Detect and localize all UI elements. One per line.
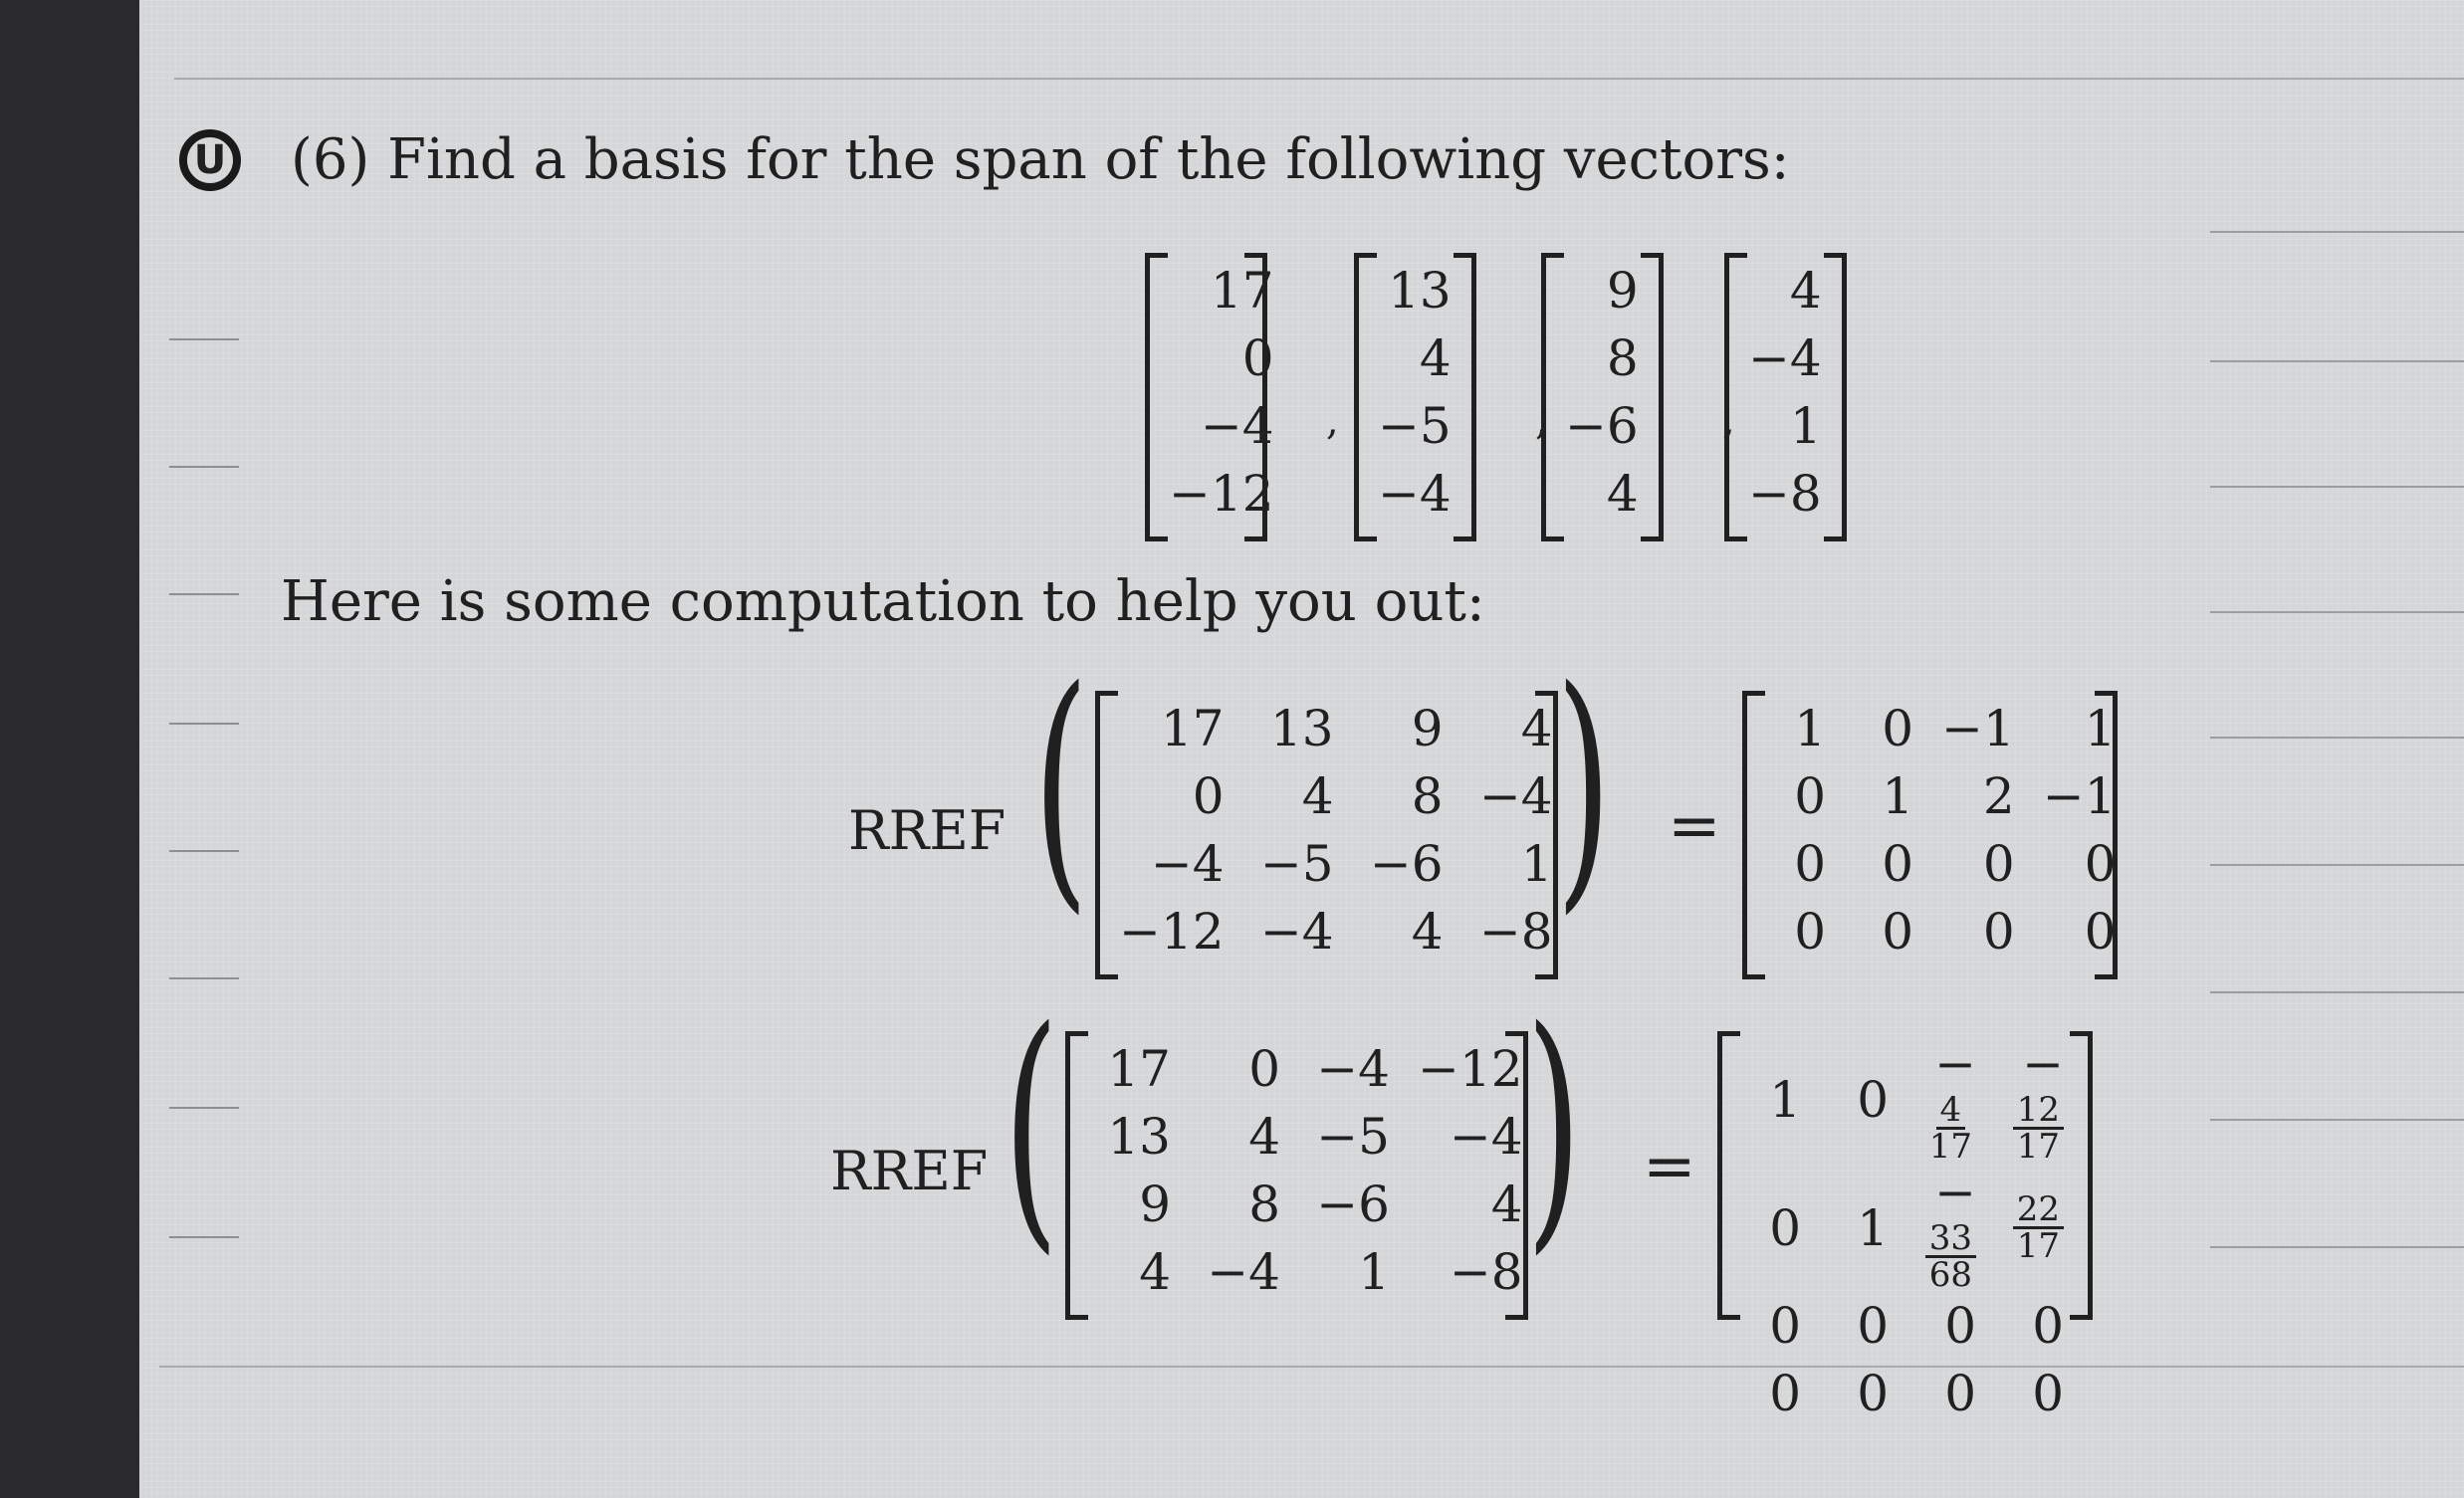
- left-bracket: [1724, 253, 1747, 541]
- matrix-row: [1155, 324, 1288, 392]
- column-vector: [1734, 257, 1836, 528]
- matrix-row: [1105, 762, 1567, 830]
- matrix-cell: −12: [1119, 903, 1225, 961]
- matrix-row: [1551, 257, 1653, 324]
- matrix-cell: −4: [1150, 835, 1225, 893]
- matrix-cell: 0: [1982, 835, 2015, 893]
- fraction-cell: [1903, 1164, 1990, 1295]
- right-tick: [2210, 486, 2464, 488]
- matrix-cell: −1: [1941, 700, 2015, 757]
- matrix-cell: 8: [1606, 329, 1639, 387]
- fraction-numerator: 4: [1936, 1093, 1966, 1130]
- matrix-row: [1155, 392, 1288, 460]
- matrix-cell: 0: [1857, 1365, 1889, 1422]
- fraction-cell: [1990, 1035, 2078, 1167]
- fraction: [1925, 1218, 1976, 1295]
- matrix-row: [1105, 830, 1567, 898]
- matrix-cell: 8: [1248, 1176, 1280, 1233]
- matrix-cell: 9: [1139, 1176, 1171, 1233]
- right-parenthesis: ): [1525, 976, 1582, 1277]
- matrix-row: [1075, 1238, 1537, 1306]
- matrix-cell: 4: [1490, 1176, 1523, 1233]
- column-vector: [1364, 257, 1465, 528]
- matrix-cell: 2: [1982, 767, 2015, 825]
- matrix-cell: 17: [1210, 262, 1274, 320]
- matrix-row: [1752, 762, 2129, 830]
- matrix-row: [1734, 257, 1836, 324]
- comma: ,: [1535, 398, 1548, 444]
- comma: ,: [1326, 398, 1339, 444]
- matrix-row: [1752, 830, 2129, 898]
- matrix-cell: −6: [1369, 835, 1444, 893]
- matrix-row: [1155, 460, 1288, 528]
- matrix-row: [1075, 1171, 1537, 1238]
- matrix-cell: 1: [1857, 1198, 1889, 1257]
- matrix-row: [1752, 898, 2129, 965]
- margin-tick: [169, 1107, 239, 1109]
- margin-tick: [169, 723, 239, 725]
- fraction: [1925, 1090, 1976, 1167]
- matrix-row: [1734, 460, 1836, 528]
- output-matrix: [1752, 695, 2129, 965]
- matrix-cell: 0: [1241, 329, 1274, 387]
- fraction-sign: −: [1934, 1035, 1976, 1093]
- right-tick: [2210, 864, 2464, 866]
- left-bracket: [1717, 1031, 1740, 1320]
- matrix-cell: 1: [1789, 397, 1822, 455]
- matrix-cell: −6: [1316, 1176, 1390, 1233]
- fraction-denominator: 17: [1928, 1127, 1972, 1167]
- matrix-cell: −4: [1207, 1243, 1280, 1301]
- right-tick: [2210, 991, 2464, 993]
- matrix-row: [1734, 324, 1836, 392]
- right-bracket: [1244, 253, 1267, 541]
- left-parenthesis: (: [1003, 976, 1059, 1277]
- matrix-cell: 0: [2084, 835, 2117, 893]
- matrix-cell: 4: [1520, 700, 1553, 757]
- fraction-cell: [1990, 1164, 2078, 1292]
- circled-letter-badge: U: [179, 129, 241, 191]
- matrix-cell: 8: [1411, 767, 1444, 825]
- right-tick: [2210, 611, 2464, 613]
- left-bracket: [1095, 691, 1118, 979]
- column-vector: [1155, 257, 1288, 528]
- matrix-cell: 1: [1882, 767, 1913, 825]
- matrix-cell: −8: [1748, 465, 1822, 523]
- matrix-cell: 4: [1301, 767, 1334, 825]
- matrix-cell: 4: [1248, 1108, 1280, 1166]
- matrix-row: [1364, 392, 1465, 460]
- matrix-cell: −12: [1418, 1040, 1523, 1098]
- matrix-cell: 9: [1606, 262, 1639, 320]
- matrix-row: [1727, 1360, 2078, 1427]
- matrix-cell: 0: [2084, 903, 2117, 961]
- helper-text: Here is some computation to help you out:: [281, 569, 1485, 634]
- right-tick: [2210, 1246, 2464, 1248]
- matrix-row: [1734, 392, 1836, 460]
- fraction-cell: [1903, 1035, 1990, 1167]
- matrix-row: [1727, 1292, 2078, 1360]
- right-bracket: [2070, 1031, 2093, 1320]
- matrix-cell: 1: [1358, 1243, 1390, 1301]
- right-bracket: [1454, 253, 1476, 541]
- matrix-cell: −4: [1748, 329, 1822, 387]
- margin-tick: [169, 593, 239, 595]
- matrix-row: [1364, 324, 1465, 392]
- matrix-row: [1551, 392, 1653, 460]
- matrix-row: [1105, 695, 1567, 762]
- margin-tick: [169, 850, 239, 852]
- top-rule: [174, 78, 2464, 80]
- matrix-cell: −8: [1478, 903, 1553, 961]
- matrix-cell: 1: [1769, 1070, 1801, 1129]
- matrix-cell: −5: [1316, 1108, 1390, 1166]
- fraction-denominator: 68: [1928, 1255, 1972, 1295]
- matrix-cell: 1: [2084, 700, 2117, 757]
- fraction-numerator: 22: [2013, 1192, 2064, 1229]
- left-bracket: [1541, 253, 1564, 541]
- matrix-row: [1075, 1035, 1537, 1103]
- matrix-cell: −4: [1449, 1108, 1523, 1166]
- matrix-cell: 0: [2032, 1297, 2064, 1355]
- matrix-cell: −8: [1449, 1243, 1523, 1301]
- problem-prompt: Find a basis for the span of the following vectors:: [387, 127, 1790, 192]
- matrix-cell: 9: [1411, 700, 1444, 757]
- rref-label: RREF: [830, 1140, 989, 1202]
- matrix-cell: 17: [1107, 1040, 1171, 1098]
- matrix-cell: −4: [1316, 1040, 1390, 1098]
- margin-tick: [169, 1236, 239, 1238]
- comma: ,: [1722, 398, 1735, 444]
- matrix-cell: 0: [1794, 835, 1826, 893]
- matrix-row: [1364, 460, 1465, 528]
- matrix-cell: 4: [1789, 262, 1822, 320]
- matrix-cell: −4: [1200, 397, 1274, 455]
- matrix-cell: 0: [1982, 903, 2015, 961]
- matrix-row: [1364, 257, 1465, 324]
- fraction-sign: −: [1934, 1164, 1976, 1221]
- fraction: [2013, 1189, 2064, 1266]
- matrix-cell: −5: [1378, 397, 1452, 455]
- fraction: [2013, 1090, 2064, 1167]
- matrix-cell: 13: [1107, 1108, 1171, 1166]
- right-bracket: [1641, 253, 1664, 541]
- matrix-cell: 0: [1769, 1365, 1801, 1422]
- matrix-cell: 0: [1882, 835, 1913, 893]
- bottom-rule: [159, 1366, 2464, 1368]
- right-tick: [2210, 360, 2464, 362]
- output-matrix: [1727, 1035, 2078, 1427]
- matrix-cell: 1: [1794, 700, 1826, 757]
- equals-sign: =: [1643, 1130, 1696, 1203]
- matrix-cell: 4: [1606, 465, 1639, 523]
- matrix-cell: 1: [1520, 835, 1553, 893]
- margin-tick: [169, 466, 239, 468]
- matrix-row: [1105, 898, 1567, 965]
- matrix-cell: 13: [1388, 262, 1452, 320]
- problem-number: (6): [291, 127, 370, 192]
- matrix-cell: 0: [1769, 1198, 1801, 1257]
- matrix-cell: −12: [1169, 465, 1274, 523]
- right-tick: [2210, 737, 2464, 739]
- matrix-cell: 4: [1411, 903, 1444, 961]
- matrix-row: [1155, 257, 1288, 324]
- matrix-row: [1727, 1035, 2078, 1164]
- right-tick: [2210, 231, 2464, 233]
- left-bracket: [1742, 691, 1765, 979]
- left-bracket: [1065, 1031, 1088, 1320]
- matrix-cell: 13: [1269, 700, 1334, 757]
- matrix-cell: 0: [1192, 767, 1225, 825]
- left-bracket: [1354, 253, 1377, 541]
- matrix-cell: 0: [1248, 1040, 1280, 1098]
- problem-statement: [291, 127, 1790, 192]
- margin-tick: [169, 977, 239, 979]
- matrix-cell: 0: [1882, 700, 1913, 757]
- matrix-cell: 0: [2032, 1365, 2064, 1422]
- matrix-cell: 17: [1160, 700, 1225, 757]
- matrix-cell: 4: [1419, 329, 1452, 387]
- left-parenthesis: (: [1032, 636, 1089, 937]
- matrix-cell: 0: [1857, 1070, 1889, 1129]
- fraction-numerator: 33: [1925, 1221, 1976, 1258]
- matrix-cell: −4: [1259, 903, 1334, 961]
- matrix-cell: 0: [1794, 903, 1826, 961]
- matrix-cell: −1: [2042, 767, 2117, 825]
- right-bracket: [2095, 691, 2118, 979]
- fraction-sign: −: [2022, 1035, 2064, 1093]
- matrix-row: [1752, 695, 2129, 762]
- equals-sign: =: [1668, 789, 1721, 863]
- matrix-cell: 0: [1944, 1365, 1976, 1422]
- matrix-cell: −5: [1259, 835, 1334, 893]
- matrix-cell: 0: [1794, 767, 1826, 825]
- fraction-denominator: 17: [2016, 1127, 2060, 1167]
- matrix-row: [1075, 1103, 1537, 1171]
- right-bracket: [1535, 691, 1558, 979]
- input-matrix: [1075, 1035, 1537, 1306]
- matrix-row: [1551, 460, 1653, 528]
- matrix-cell: 0: [1769, 1297, 1801, 1355]
- matrix-cell: 0: [1857, 1297, 1889, 1355]
- matrix-cell: −4: [1478, 767, 1553, 825]
- column-vector: [1551, 257, 1653, 528]
- fraction-denominator: 17: [2016, 1226, 2060, 1266]
- matrix-cell: −4: [1378, 465, 1452, 523]
- matrix-cell: 4: [1139, 1243, 1171, 1301]
- right-bracket: [1824, 253, 1847, 541]
- fraction-numerator: 12: [2013, 1093, 2064, 1130]
- margin-tick: [169, 338, 239, 340]
- matrix-cell: −6: [1565, 397, 1639, 455]
- matrix-cell: 0: [1882, 903, 1913, 961]
- right-bracket: [1505, 1031, 1528, 1320]
- input-matrix: [1105, 695, 1567, 965]
- matrix-row: [1727, 1164, 2078, 1292]
- left-bracket: [1145, 253, 1168, 541]
- rref-label: RREF: [848, 799, 1007, 862]
- matrix-cell: 0: [1944, 1297, 1976, 1355]
- right-tick: [2210, 1119, 2464, 1121]
- matrix-row: [1551, 324, 1653, 392]
- right-parenthesis: ): [1555, 636, 1612, 937]
